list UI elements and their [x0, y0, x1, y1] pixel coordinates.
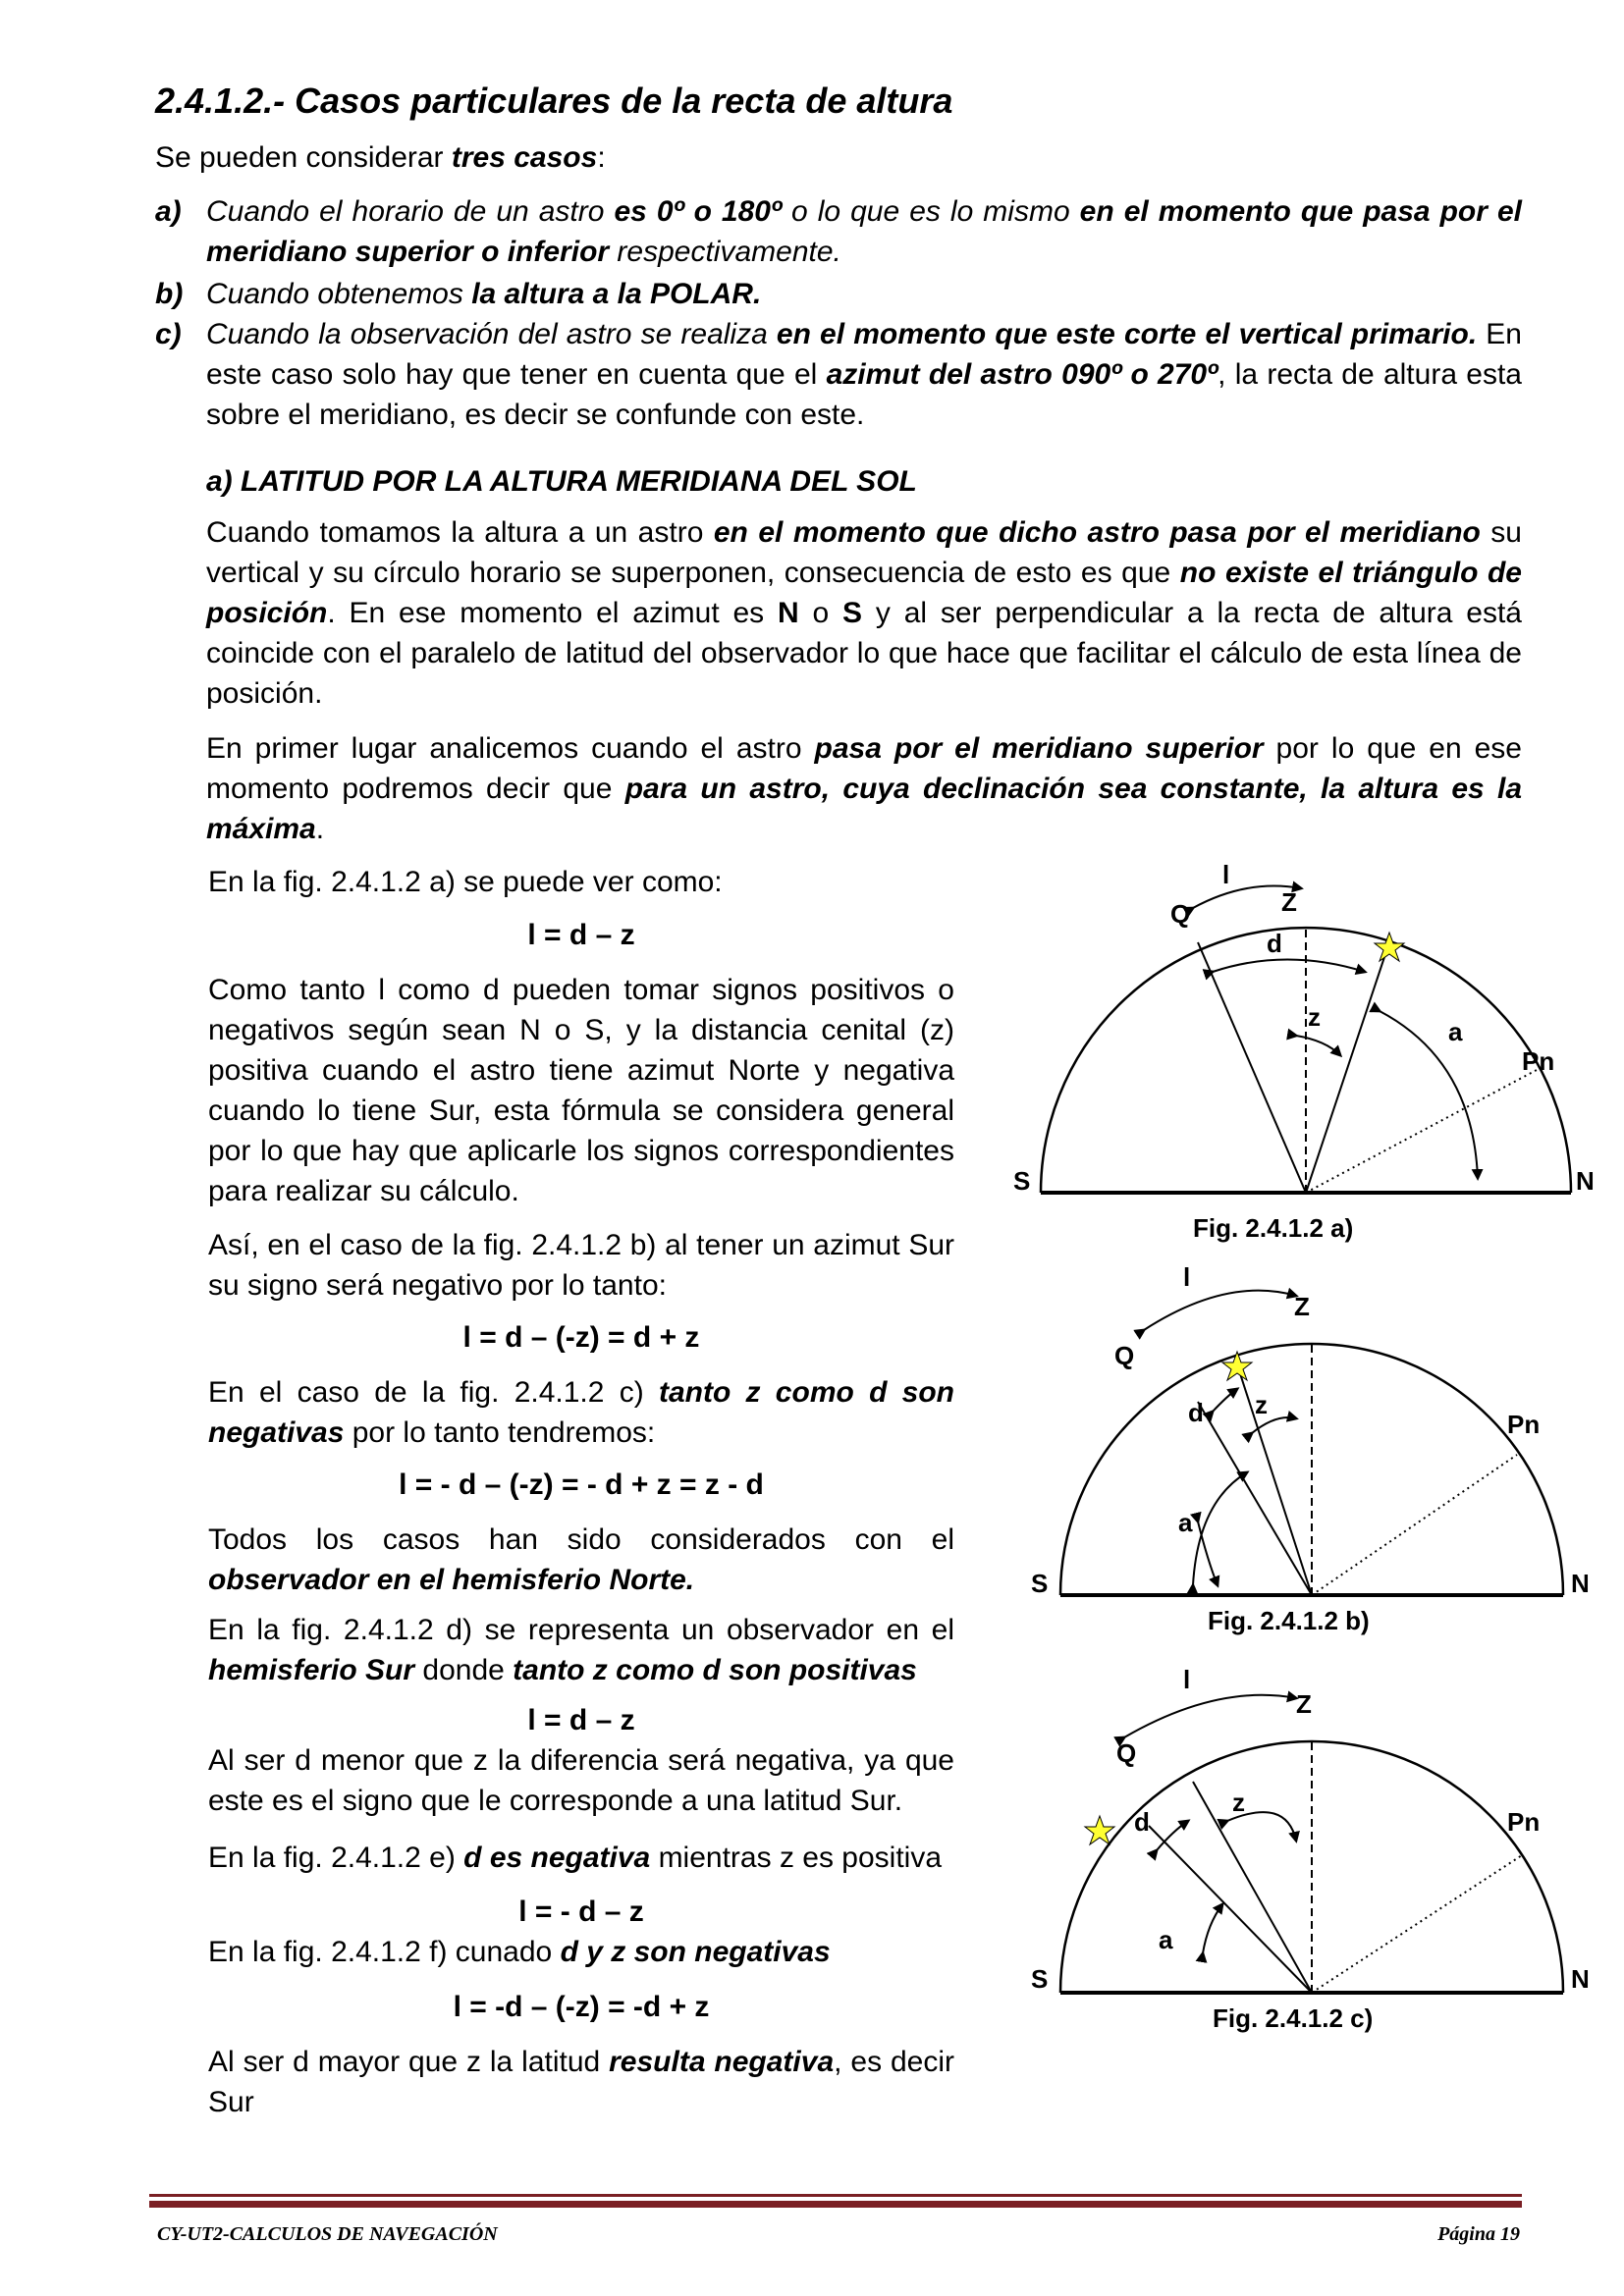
fig-b-l-arrow	[1144, 1291, 1296, 1330]
fig-c-caption: Fig. 2.4.1.2 c)	[1213, 2003, 1374, 2033]
fig-a-star-line	[1306, 942, 1389, 1193]
fig-a-label-S: S	[1013, 1166, 1031, 1196]
fig-c-label-Q: Q	[1116, 1738, 1137, 1768]
text-final: Al ser d mayor que z la latitud resulta negativa, es decir Sur	[208, 2046, 955, 2118]
text-fig-b: Así, en el caso de la fig. 2.4.1.2 b) al tener un azimut Sur su signo será negativo por lo tanto:	[208, 1229, 954, 1302]
fig-b-caption: Fig. 2.4.1.2 b)	[1208, 1606, 1370, 1635]
equation-5: l = - d – z	[518, 1896, 644, 1928]
fig-c-label-S: S	[1031, 1964, 1049, 1994]
text-north: Todos los casos han sido considerados con el observador en el hemisferio Norte.	[208, 1523, 954, 1596]
fig-c-label-N: N	[1571, 1964, 1590, 1994]
footer-rule-top	[149, 2194, 1522, 2197]
footer-left: CY-UT2-CALCULOS DE NAVEGACIÓN	[157, 2223, 498, 2245]
text-signs: Como tanto l como d pueden tomar signos positivos o negativos según sean N o S, y la distancia cenital (z) positiva cuando el astro tiene azimut Norte y negativa cuando lo tiene Sur, esta fórmula se considera general por lo que hay que aplicarle los signos correspondientes para realizar su cálculo.	[208, 974, 954, 1207]
fig-c-star-icon	[1085, 1816, 1114, 1844]
fig-c-pole-line	[1312, 1855, 1522, 1993]
paragraph-superior: En primer lugar analicemos cuando el astro pasa por el meridiano superior por lo que en ese momento podremos decir que para un astro, cuya declinación sea constante, la altura es la máxima.	[206, 732, 1522, 845]
figure-c	[1031, 1665, 1590, 2033]
fig-b-label-z: z	[1255, 1390, 1268, 1419]
equation-2: l = d – (-z) = d + z	[462, 1321, 700, 1354]
fig-a-label-z: z	[1308, 1002, 1321, 1032]
text-fig-a: En la fig. 2.4.1.2 a) se puede ver como:	[208, 866, 723, 898]
fig-a-label-l: l	[1222, 860, 1230, 889]
fig-a-equator-line	[1198, 942, 1306, 1193]
case-b-text: Cuando obtenemos la altura a la POLAR.	[206, 278, 762, 310]
text-south: Al ser d menor que z la diferencia será negativa, ya que este es el signo que le corresponde a una latitud Sur.	[208, 1744, 954, 1817]
fig-a-label-Q: Q	[1170, 899, 1191, 929]
fig-c-l-arrow	[1124, 1695, 1296, 1737]
fig-b-label-Q: Q	[1114, 1341, 1135, 1370]
fig-b-horizon-arc	[1060, 1344, 1563, 1595]
fig-b-label-d: d	[1188, 1398, 1204, 1427]
fig-c-label-d: d	[1134, 1807, 1150, 1837]
paragraph-meridian: Cuando tomamos la altura a un astro en el momento que dicho astro pasa por el meridiano su vertical y su círculo horario se superponen, consecuencia de esto es que no existe el triángulo de posición. En ese momento el azimut es N o S y al ser perpendicular a la recta de altura está coincide con el paralelo de latitud del observador lo que hace que facilitar el cálculo de esta línea de posición.	[206, 516, 1522, 710]
text-fig-e: En la fig. 2.4.1.2 e) d es negativa mientras z es positiva	[208, 1842, 943, 1874]
fig-b-a-arc	[1193, 1472, 1247, 1585]
case-c-label: c)	[155, 318, 182, 350]
fig-a-label-d: d	[1267, 929, 1282, 958]
case-c-text: Cuando la observación del astro se realiza en el momento que este corte el vertical primario. En este caso solo hay que tener en cuenta que el azimut del astro 090º o 270º, la recta de altura esta sobre el meridiano, es decir se confunde con este.	[206, 318, 1522, 431]
case-a-label: a)	[155, 195, 182, 228]
intro-text: Se pueden considerar tres casos:	[155, 141, 606, 174]
fig-a-z-arrow	[1296, 1036, 1340, 1055]
fig-c-label-z: z	[1232, 1788, 1245, 1817]
fig-c-a-arrow	[1203, 1904, 1222, 1953]
fig-a-d-arrow	[1213, 960, 1365, 973]
fig-c-label-Pn: Pn	[1507, 1807, 1541, 1837]
fig-c-d-arrow	[1157, 1821, 1188, 1850]
fig-b-label-l: l	[1183, 1262, 1191, 1292]
fig-a-label-N: N	[1576, 1166, 1595, 1196]
fig-b-label-Z: Z	[1294, 1292, 1310, 1321]
fig-a-caption: Fig. 2.4.1.2 a)	[1193, 1213, 1354, 1243]
figures-svg	[1001, 854, 1595, 2033]
fig-b-label-Pn: Pn	[1507, 1410, 1541, 1439]
footer-page-number: Página 19	[1437, 2223, 1520, 2245]
case-b-label: b)	[155, 278, 184, 310]
fig-a-label-a: a	[1448, 1017, 1463, 1046]
footer-rule-bottom	[149, 2201, 1522, 2208]
fig-c-label-Z: Z	[1296, 1689, 1312, 1719]
figure-a	[1013, 860, 1595, 1243]
text-fig-c: En el caso de la fig. 2.4.1.2 c) tanto z como d son negativas por lo tanto tendremos:	[208, 1376, 954, 1449]
equation-1: l = d – z	[527, 919, 635, 951]
fig-a-label-Z: Z	[1281, 887, 1297, 917]
fig-c-horizon-arc	[1060, 1741, 1563, 1993]
figure-b	[1031, 1262, 1590, 1635]
fig-b-star-icon	[1222, 1352, 1252, 1380]
text-fig-f: En la fig. 2.4.1.2 f) cunado d y z son negativas	[208, 1936, 831, 1968]
equation-3: l = - d – (-z) = - d + z = z - d	[399, 1468, 764, 1501]
fig-c-label-l: l	[1183, 1665, 1191, 1694]
fig-b-star-line	[1237, 1364, 1312, 1595]
equation-4: l = d – z	[527, 1704, 635, 1736]
fig-c-label-a: a	[1159, 1925, 1173, 1954]
fig-b-pole-line	[1312, 1455, 1517, 1595]
section-title: 2.4.1.2.- Casos particulares de la recta de altura	[155, 80, 953, 121]
fig-b-a-arrow	[1198, 1522, 1218, 1585]
fig-b-label-a: a	[1178, 1508, 1193, 1537]
fig-b-d-arrow	[1213, 1389, 1237, 1412]
equation-6: l = -d – (-z) = -d + z	[453, 1991, 710, 2023]
subsection-title: a) LATITUD POR LA ALTURA MERIDIANA DEL SOL	[206, 465, 917, 498]
fig-a-a-arrow	[1380, 1011, 1478, 1178]
fig-b-label-S: S	[1031, 1569, 1049, 1598]
fig-b-label-N: N	[1571, 1569, 1590, 1598]
case-a-text: Cuando el horario de un astro es 0º o 180º o lo que es lo mismo en el momento que pasa por el meridiano superior o inferior respectivamente.	[206, 195, 1522, 268]
fig-c-star-line	[1149, 1826, 1312, 1993]
text-fig-d: En la fig. 2.4.1.2 d) se representa un observador en el hemisferio Sur donde tanto z como d son positivas	[208, 1614, 954, 1686]
fig-a-label-Pn: Pn	[1522, 1046, 1555, 1076]
